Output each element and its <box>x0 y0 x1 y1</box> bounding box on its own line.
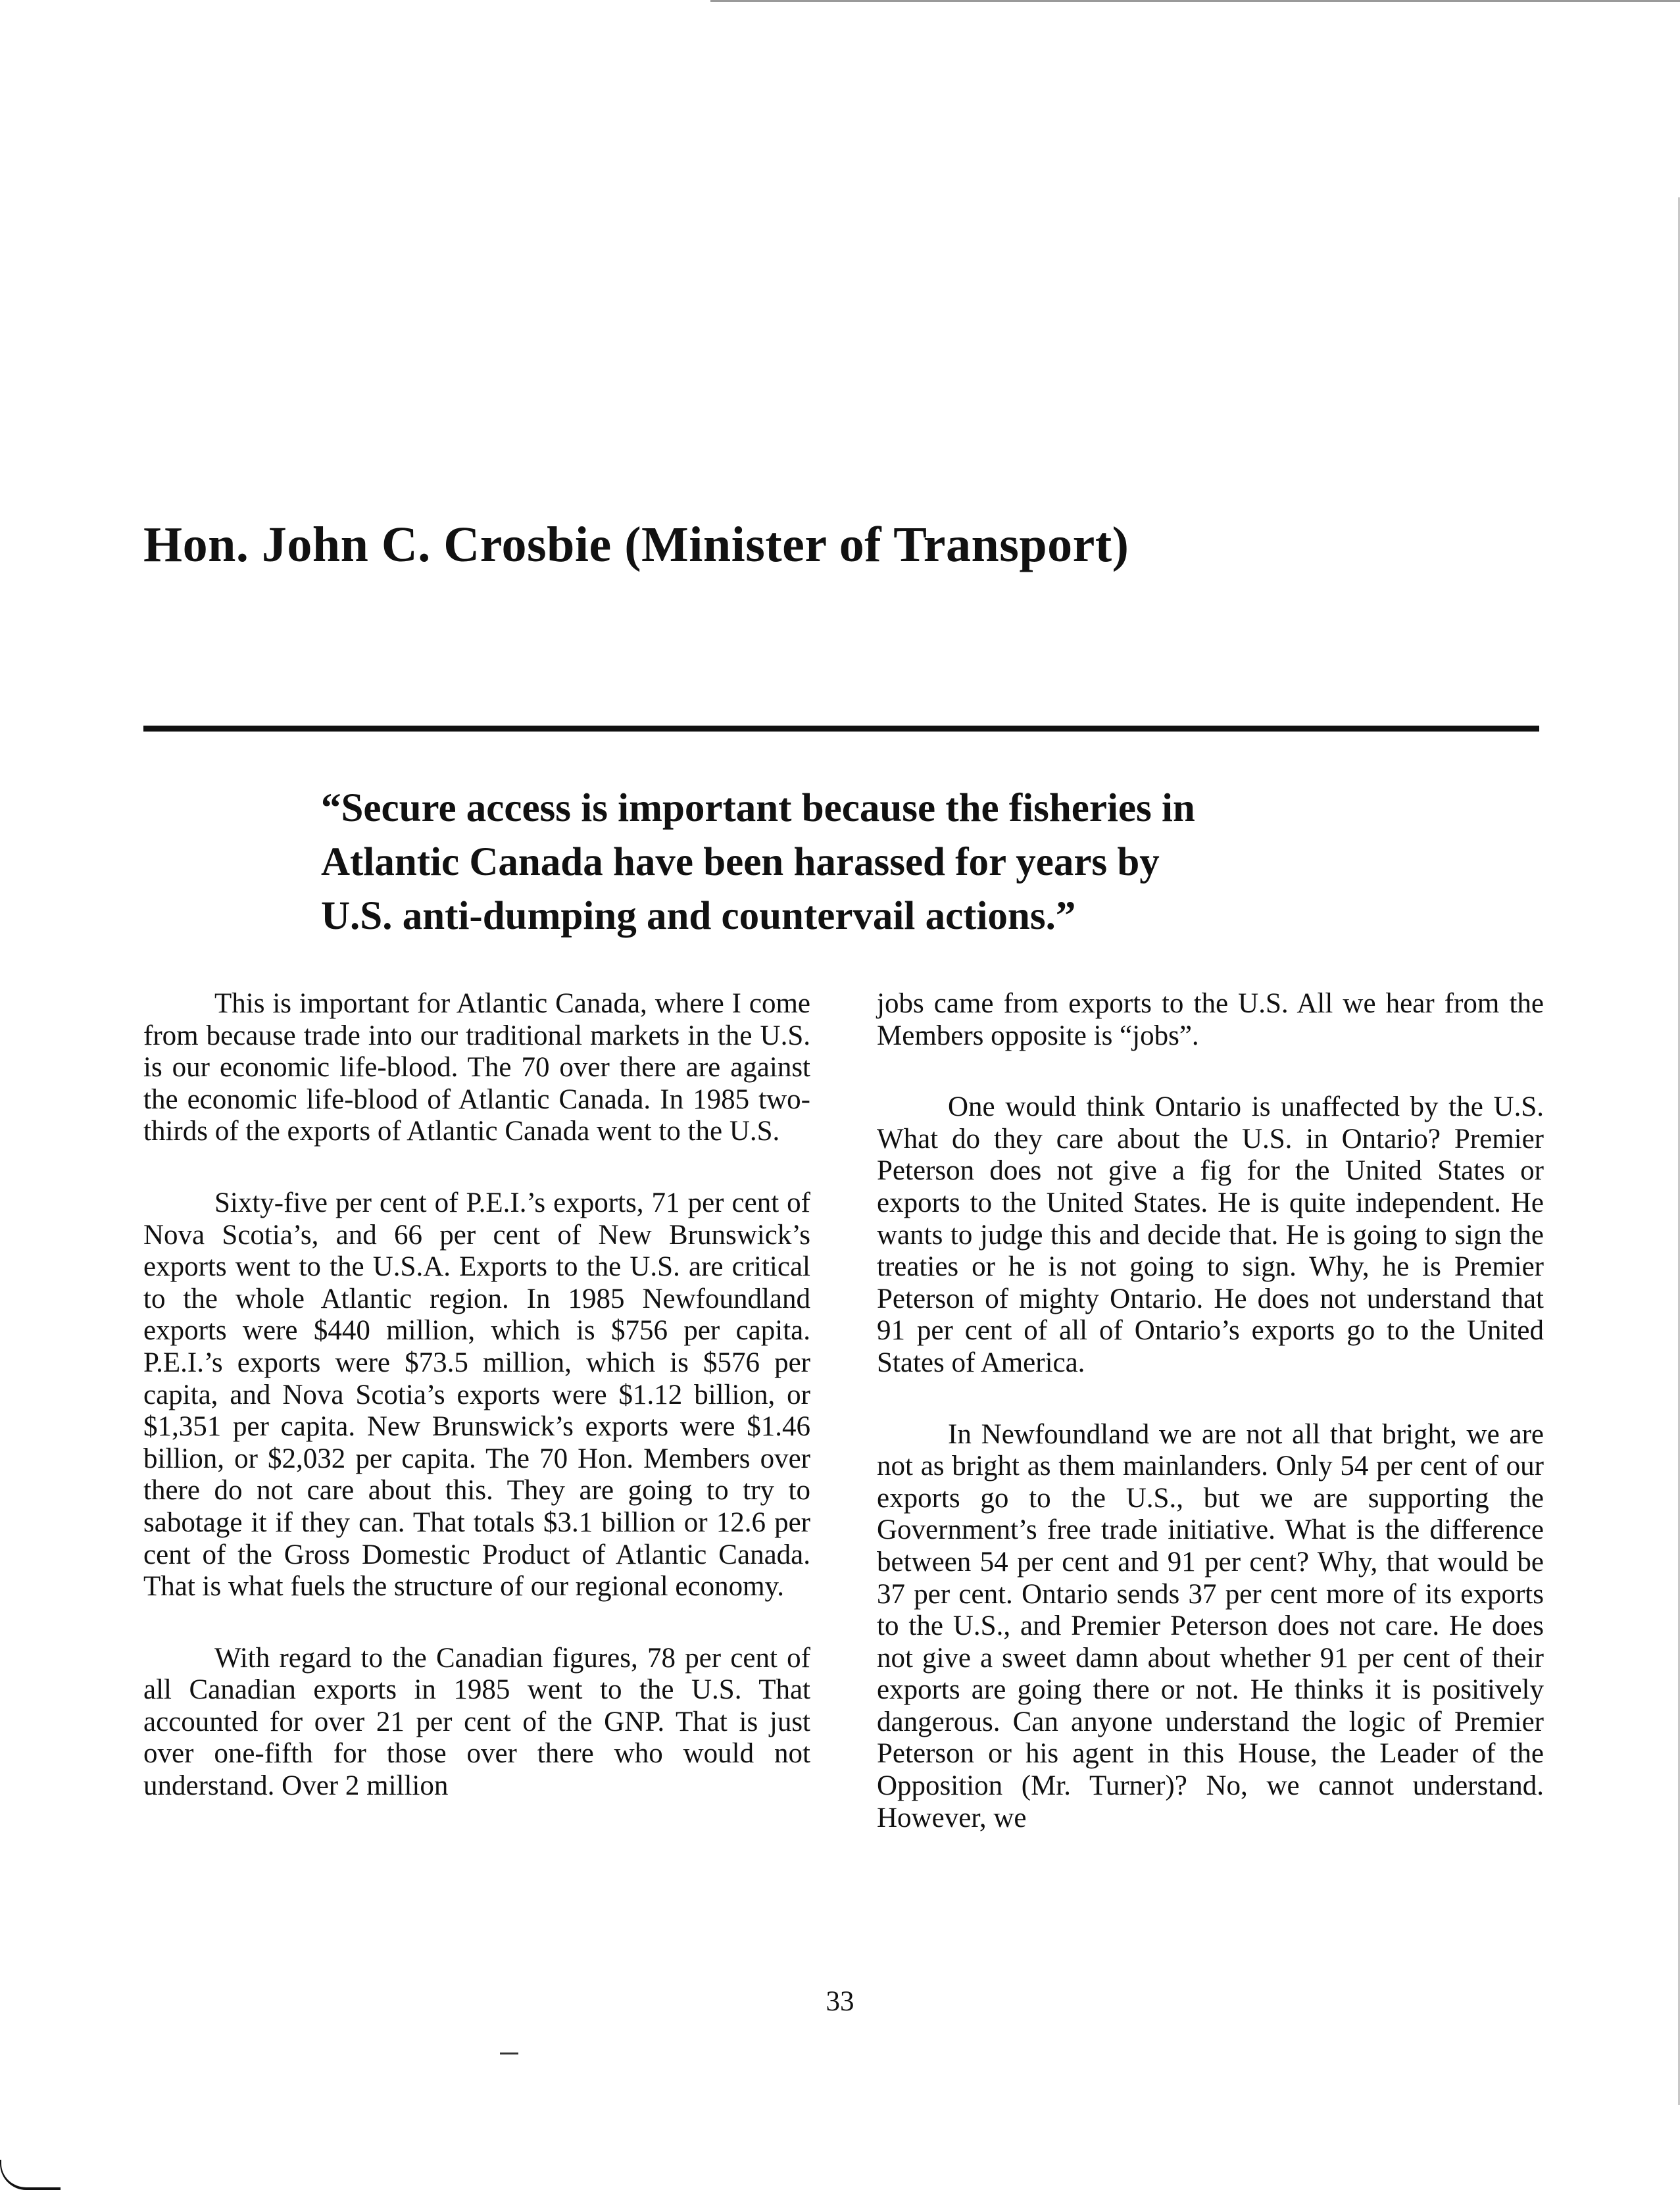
left-column <box>143 988 810 1834</box>
body-paragraph: One would think Ontario is unaffected by the U.S. What do they care about the U.S. in Ontario? Premier Peterson does not give a fig for the United States or exports to the United States. He is quite independent. He wants to judge this and decide that. He is going to sign the treaties or he is not going to sign. Why, he is Premier Peterson of mighty Ontario. He does not understand that 91 per cent of all of Ontario’s exports go to the United States of America. <box>877 1091 1544 1378</box>
scan-corner-mark <box>0 2160 61 2190</box>
page-title: Hon. John C. Crosbie (Minister of Transport) <box>143 517 1129 572</box>
pull-quote-line: U.S. anti-dumping and countervail actions.” <box>321 894 1076 938</box>
body-paragraph: This is important for Atlantic Canada, where I come from because trade into our traditional markets in the U.S. is our economic life-blood. The 70 over there are against the economic life-blood of Atlantic Canada. In 1985 two-thirds of the exports of Atlantic Canada went to the U.S. <box>143 988 810 1147</box>
title-divider-rule <box>143 726 1539 732</box>
pull-quote-line: “Secure access is important because the fisheries in <box>321 786 1195 830</box>
body-paragraph: jobs came from exports to the U.S. All we hear from the Members opposite is “jobs”. <box>877 988 1544 1051</box>
scan-mark <box>500 2053 518 2054</box>
body-paragraph: In Newfoundland we are not all that bright, we are not as bright as them mainlanders. Only 54 per cent of our exports go to the U.S., but we are supporting the Government’s free trade initiative. What is the difference between 54 per cent and 91 per cent? Why, that would be 37 per cent. Ontario sends 37 per cent more of its exports to the U.S., and Premier Peterson does not care. He does not give a sweet damn about whether 91 per cent of their exports are going there or not. He thinks it is positively dangerous. Can anyone understand the logic of Premier Peterson or his agent in this House, the Leader of the Opposition (Mr. Turner)? No, we cannot understand. However, we <box>877 1418 1544 1833</box>
pull-quote-line: Atlantic Canada have been harassed for years by <box>321 840 1160 884</box>
right-column <box>877 988 1544 1866</box>
body-paragraph: Sixty-five per cent of P.E.I.’s exports, 71 per cent of Nova Scotia’s, and 66 per cent of New Brunswick’s exports went to the U.S.A. Exports to the U.S. are critical to the whole Atlantic region. In 1985 Newfoundland exports were $440 million, which is $756 per capita. P.E.I.’s exports were $73.5 million, which is $576 per capita, and Nova Scotia’s exports were $1.12 billion, or $1,351 per capita. New Brunswick’s exports were $1.46 billion, or $2,032 per capita. The 70 Hon. Members over there do not care about this. They are going to try to sabotage it if they can. That totals $3.1 billion or 12.6 per cent of the Gross Domestic Product of Atlantic Canada. That is what fuels the structure of our regional economy. <box>143 1187 810 1603</box>
scan-edge-top <box>710 0 1680 2</box>
page-number: 33 <box>826 1986 854 2017</box>
pull-quote <box>321 782 1439 943</box>
body-paragraph: With regard to the Canadian figures, 78 per cent of all Canadian exports in 1985 went to the U.S. That accounted for over 21 per cent of the GNP. That is just over one-fifth for those over there who would not understand. Over 2 million <box>143 1642 810 1802</box>
